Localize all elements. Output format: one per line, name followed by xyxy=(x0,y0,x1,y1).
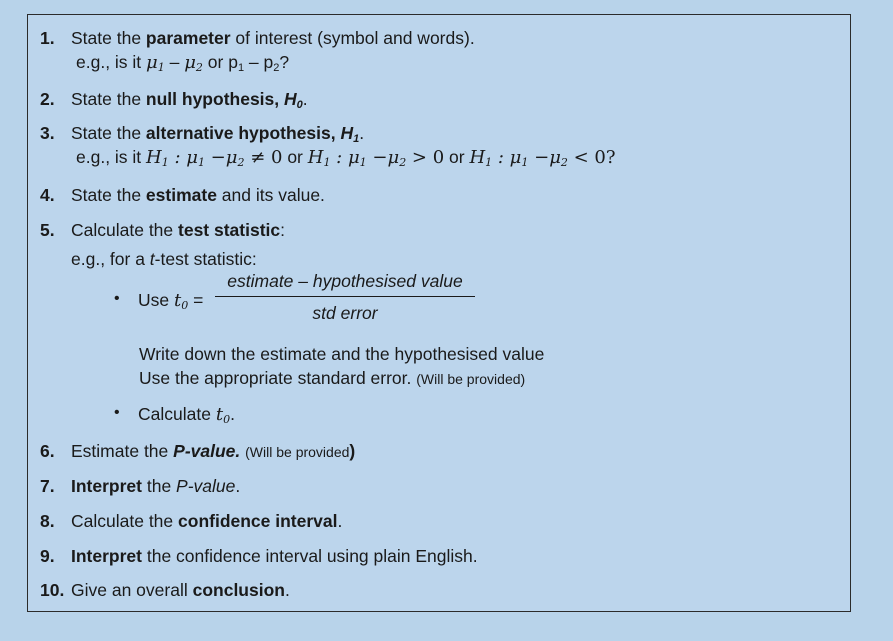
or-text: or xyxy=(282,147,308,167)
step-text: of interest (symbol and words). xyxy=(230,28,475,48)
formula-mu-diff: $\mu_1$ xyxy=(146,52,165,74)
fraction-numerator: estimate – hypothesised value xyxy=(215,271,475,297)
step-keyword: P-value. xyxy=(173,441,241,461)
step-text: the xyxy=(141,476,177,496)
t-symbol: t xyxy=(149,249,155,269)
instruction-line-1: Write down the estimate and the hypothesised value xyxy=(139,344,545,364)
p-value-text: P-value xyxy=(176,476,236,496)
example-label: e.g., for a xyxy=(71,249,150,269)
step-number: 4. xyxy=(40,185,55,205)
bullet-icon: • xyxy=(114,404,120,421)
step-text: . xyxy=(302,89,308,109)
step-number: 3. xyxy=(40,123,55,143)
question-mark: ? xyxy=(279,52,290,72)
step-number: 8. xyxy=(40,511,55,531)
or-text: or xyxy=(202,52,229,72)
step-text: Calculate the xyxy=(71,511,179,531)
step-number: 7. xyxy=(40,476,55,496)
step-keyword: confidence interval xyxy=(178,511,338,531)
formula-p-1: $p_1$ xyxy=(228,52,245,74)
formula-h1-less: $H_1$ : $\mu_1 -\mu_2 < 0$? xyxy=(469,147,616,169)
step-keyword: parameter xyxy=(145,28,231,48)
minus: – xyxy=(164,52,185,72)
step-text: Give an overall xyxy=(71,580,193,600)
t0-symbol: $t_0$ xyxy=(173,290,189,312)
step-number: 5. xyxy=(40,220,55,240)
h0-symbol: $H_0$ xyxy=(284,89,303,111)
or-text: or xyxy=(444,147,470,167)
provided-note: (Will be provided) xyxy=(416,371,526,387)
step-keyword: Interpret xyxy=(71,546,142,566)
step-number: 1. xyxy=(40,28,55,48)
step-text: the confidence interval using plain English. xyxy=(141,546,478,566)
step-number: 10. xyxy=(40,580,65,600)
step-number: 6. xyxy=(40,441,55,461)
step-7: 7. Interpret the P-value. xyxy=(40,476,241,496)
step-6: 6. Estimate the P-value. (Will be provided) xyxy=(40,441,356,461)
step-3-example xyxy=(76,147,616,169)
example-label: e.g., is it xyxy=(76,52,147,72)
step-1 xyxy=(40,28,475,49)
step-text: Calculate the xyxy=(71,220,179,240)
instruction-line-2: Use the appropriate standard error. (Will be provided) xyxy=(139,368,526,388)
provided-note: (Will be provided xyxy=(245,444,350,460)
h1-symbol: $H_1$ xyxy=(340,123,360,145)
use-formula-label: Use $t_0$ = xyxy=(138,290,204,312)
step-10: 10. Give an overall conclusion. xyxy=(40,580,290,600)
step-text: and its value. xyxy=(216,185,325,205)
step-9 xyxy=(40,546,478,567)
fraction-denominator: std error xyxy=(312,303,378,323)
step-4 xyxy=(40,185,325,206)
step-number: 2. xyxy=(40,89,55,109)
bullet-icon: • xyxy=(114,290,120,307)
step-keyword: null hypothesis, xyxy=(145,89,284,109)
formula-h1-not-equal: $H_1$ : $\mu_1 -\mu_2 \ne 0$ xyxy=(146,147,283,169)
step-text: State the xyxy=(71,89,146,109)
step-8: 8. Calculate the confidence interval. xyxy=(40,511,343,531)
step-keyword: test statistic xyxy=(178,220,281,240)
example-text: -test statistic: xyxy=(154,249,257,269)
step-text: State the xyxy=(71,185,146,205)
calculate-t0: Calculate $t_0$. xyxy=(138,404,235,426)
step-2 xyxy=(40,89,308,111)
t0-symbol: $t_0$ xyxy=(215,404,231,426)
step-text: Estimate the xyxy=(71,441,174,461)
step-keyword: alternative hypothesis, xyxy=(145,123,341,143)
step-5-example xyxy=(71,249,257,270)
example-label: e.g., is it xyxy=(76,147,147,167)
formula-h1-greater: $H_1$ : $\mu_1 -\mu_2 > 0$ xyxy=(307,147,445,169)
step-number: 9. xyxy=(40,546,55,566)
step-text: : xyxy=(280,220,286,240)
step-keyword: Interpret xyxy=(71,476,142,496)
step-keyword: estimate xyxy=(145,185,217,205)
step-text: State the xyxy=(71,28,146,48)
minus: – xyxy=(244,52,264,72)
test-statistic-fraction xyxy=(215,271,475,324)
step-3 xyxy=(40,123,364,145)
step-keyword: conclusion xyxy=(192,580,285,600)
step-5 xyxy=(40,220,285,241)
step-text: . xyxy=(359,123,365,143)
steps-card xyxy=(27,14,851,612)
formula-mu-2: $\mu_2$ xyxy=(184,52,203,74)
step-1-example xyxy=(76,52,289,74)
formula-p-2: $p_2$ xyxy=(263,52,280,74)
step-text: State the xyxy=(71,123,146,143)
